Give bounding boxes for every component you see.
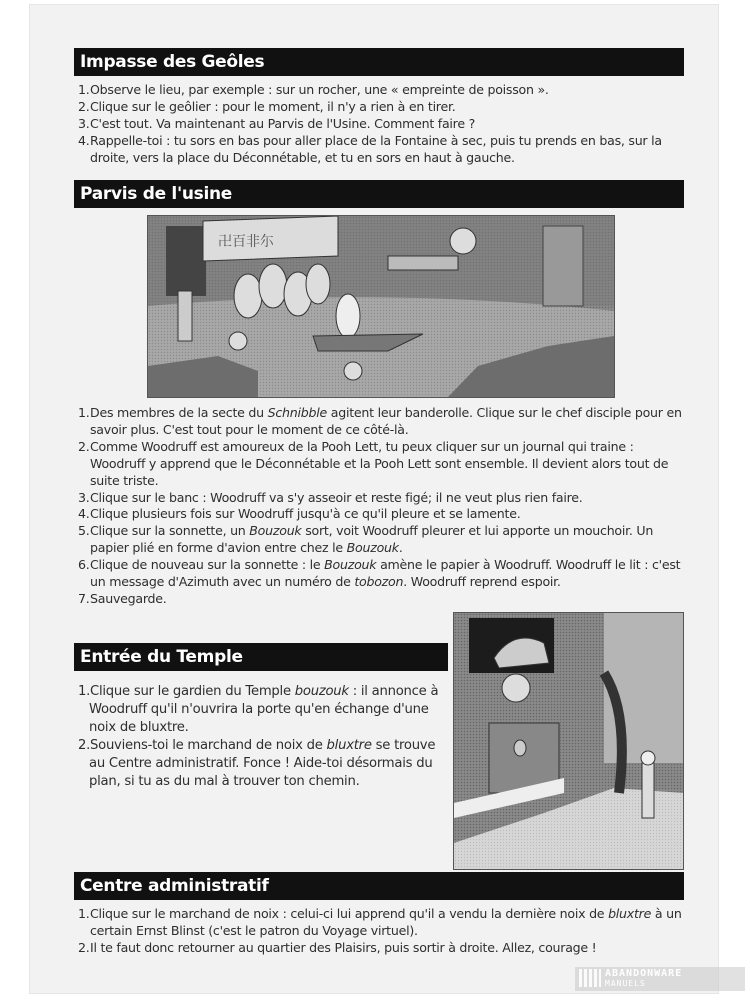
section-heading-entree-du-temple: Entrée du Temple bbox=[74, 643, 448, 671]
step-item: 1.Des membres de la secte du Schnibble agitent leur banderolle. Clique sur le chef disciple pour en savoir plus. C'est tout pour le moment de ce côté-là. bbox=[78, 405, 682, 437]
step-item: 3.C'est tout. Va maintenant au Parvis de l'Usine. Comment faire ? bbox=[78, 115, 476, 131]
svg-text:卍百非尓: 卍百非尓 bbox=[218, 234, 274, 250]
steps-centre-administratif bbox=[78, 906, 688, 957]
step-item: 2.Comme Woodruff est amoureux de la Pooh Lett, tu peux cliquer sur un journal qui traine : Woodruff y apprend que le Déconnétable et la Pooh Lett sont ensemble. Il devient alors tout de suite triste. bbox=[78, 438, 669, 488]
step-item: 4.Rappelle-toi : tu sors en bas pour aller place de la Fontaine à sec, puis tu prends en bas, sur la droite, vers la place du Déconnétable, et tu en sors en haut à gauche. bbox=[78, 132, 662, 165]
temple-scene-illustration bbox=[454, 613, 683, 869]
step-item: 1.Clique sur le marchand de noix : celui-ci lui apprend qu'il a vendu la dernière noix de bluxtre à un certain Ernst Blinst (c'est le patron du Voyage virtuel). bbox=[78, 906, 682, 938]
section-heading-centre-administratif: Centre administratif bbox=[74, 872, 684, 900]
step-item: 3.Clique sur le banc : Woodruff va s'y asseoir et reste figé; il ne veut plus rien faire. bbox=[78, 489, 583, 505]
step-item: 2.Il te faut donc retourner au quartier des Plaisirs, puis sortir à droite. Allez, courage ! bbox=[78, 939, 597, 955]
section-heading-impasse-des-geoles: Impasse des Geôles bbox=[74, 48, 684, 76]
step-item: 1.Clique sur le gardien du Temple bouzouk : il annonce à Woodruff qu'il n'ouvrira la porte qu'en échange d'une noix de bluxtre. bbox=[78, 684, 439, 735]
parvis-screenshot bbox=[147, 215, 615, 398]
steps-entree-du-temple bbox=[78, 683, 448, 791]
step-item: 1.Observe le lieu, par exemple : sur un rocher, une « empreinte de poisson ». bbox=[78, 82, 549, 97]
step-item: 6.Clique de nouveau sur la sonnette : le Bouzouk amène le papier à Woodruff. Woodruff le lit : c'est un message d'Azimuth avec un numéro de tobozon. Woodruff reprend espoir. bbox=[78, 557, 681, 590]
step-item: 7.Sauvegarde. bbox=[78, 590, 167, 606]
step-item: 2.Clique sur le geôlier : pour le moment, il n'y a rien à en tirer. bbox=[78, 98, 456, 114]
step-item: 5.Clique sur la sonnette, un Bouzouk sort, voit Woodruff pleurer et lui apporte un mouchoir. Un papier plié en forme d'avion entre chez le Bouzouk. bbox=[78, 523, 654, 556]
watermark: ABANDONWARE MANUELS bbox=[575, 967, 745, 991]
parvis-scene-illustration bbox=[148, 216, 614, 397]
step-item: 2.Souviens-toi le marchand de noix de bluxtre se trouve au Centre administratif. Fonce ! Aide-toi désormais du plan, si tu as du mal à trouver ton chemin. bbox=[78, 738, 436, 789]
steps-impasse-des-geoles bbox=[78, 82, 688, 167]
space-invader-icon bbox=[579, 969, 601, 987]
section-heading-parvis-de-l-usine: Parvis de l'usine bbox=[74, 180, 684, 208]
steps-parvis-de-l-usine bbox=[78, 405, 688, 608]
step-item: 4.Clique plusieurs fois sur Woodruff jusqu'à ce qu'il pleure et se lamente. bbox=[78, 506, 521, 522]
temple-screenshot bbox=[453, 612, 684, 870]
